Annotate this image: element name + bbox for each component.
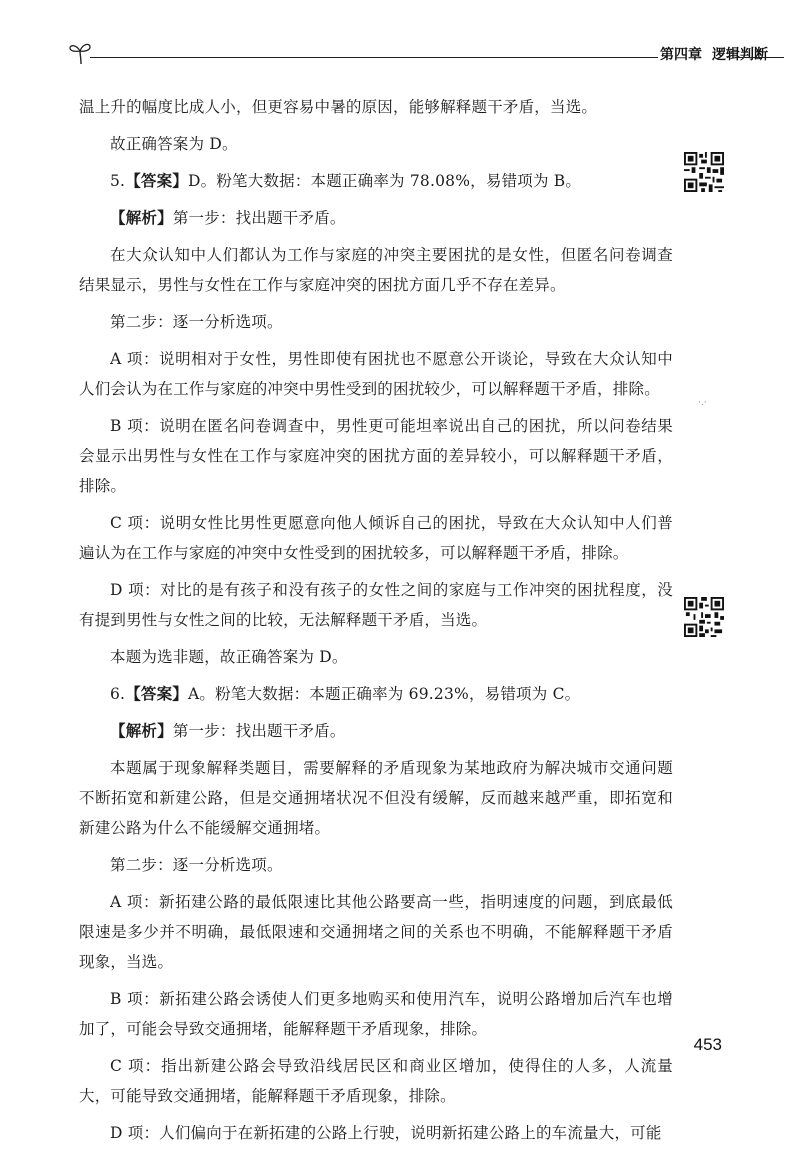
paragraph bbox=[79, 1118, 673, 1148]
paragraph-text: 第一步：找出题干矛盾。 bbox=[172, 722, 346, 740]
paragraph bbox=[79, 642, 673, 672]
paragraph bbox=[79, 850, 673, 880]
paragraph-text: A 项：说明相对于女性，男性即使有困扰也不愿意公开谈论，导致在大众认知中人们会认为在工作与家庭的冲突中男性受到的困扰较少，可以解释题干矛盾，排除。 bbox=[79, 350, 673, 398]
paragraph-text: A 项：新拓建公路的最低限速比其他公路要高一些，指明速度的问题，到底最低限速是多少并不明确，最低限速和交通拥堵之间的关系也不明确，不能解释题干矛盾现象，当选。 bbox=[79, 893, 673, 971]
paragraph bbox=[79, 716, 673, 746]
paragraph-text: D 项：对比的是有孩子和没有孩子的女性之间的家庭与工作冲突的困扰程度，没有提到男性与女性之间的比较，无法解释题干矛盾，当选。 bbox=[79, 581, 673, 629]
paragraph-text: B 项：新拓建公路会诱使人们更多地购买和使用汽车，说明公路增加后汽车也增加了，可能会导致交通拥堵，能解释题干矛盾现象，排除。 bbox=[79, 990, 673, 1038]
paragraph bbox=[79, 203, 673, 233]
paragraph bbox=[79, 166, 673, 196]
paragraph bbox=[79, 508, 673, 568]
item-number: 5. bbox=[110, 172, 126, 190]
paragraph bbox=[79, 344, 673, 404]
paragraph-text: 故正确答案为 D。 bbox=[110, 135, 238, 153]
paragraph-text: A。粉笔大数据：本题正确率为 69.23%，易错项为 C。 bbox=[188, 685, 581, 703]
scan-speck: ·.· bbox=[698, 398, 707, 408]
answer-label: 【解析】 bbox=[110, 209, 173, 227]
header-rule-right bbox=[736, 57, 784, 58]
paragraph-text: D 项：人们偏向于在新拓建的公路上行驶，说明新拓建公路上的车流量大，可能 bbox=[110, 1124, 662, 1142]
paragraph bbox=[79, 92, 673, 122]
answer-label: 【答案】 bbox=[125, 685, 189, 703]
sprout-icon bbox=[68, 40, 94, 66]
page-header bbox=[68, 40, 784, 66]
paragraph-text: 第一步：找出题干矛盾。 bbox=[172, 209, 346, 227]
paragraph-text: C 项：说明女性比男性更愿意向他人倾诉自己的困扰，导致在大众认知中人们普遍认为在工作与家庭的冲突中女性受到的困扰较多，可以解释题干矛盾，排除。 bbox=[79, 514, 673, 562]
paragraph-text: 本题属于现象解释类题目，需要解释的矛盾现象为某地政府为解决城市交通问题不断拓宽和新建公路，但是交通拥堵状况不但没有缓解，反而越来越严重，即拓宽和新建公路为什么不能缓解交通拥堵。 bbox=[79, 759, 673, 837]
answer-label: 【答案】 bbox=[125, 172, 189, 190]
paragraph bbox=[79, 307, 673, 337]
paragraph bbox=[79, 887, 673, 977]
paragraph bbox=[79, 984, 673, 1044]
paragraph-text: D。粉笔大数据：本题正确率为 78.08%，易错项为 B。 bbox=[188, 172, 582, 190]
qr-code-icon[interactable] bbox=[684, 597, 724, 637]
paragraph-text: B 项：说明在匿名问卷调查中，男性更可能坦率说出自己的困扰，所以问卷结果会显示出男性与女性在工作与家庭冲突的困扰方面的差异较小，可以解释题干矛盾，排除。 bbox=[79, 417, 673, 495]
paragraph bbox=[79, 753, 673, 843]
chapter-title: 第四章 逻辑判断 bbox=[660, 47, 768, 63]
paragraph bbox=[79, 575, 673, 635]
page-body bbox=[79, 92, 673, 1155]
qr-code-icon[interactable] bbox=[684, 152, 724, 192]
paragraph-text: 第二步：逐一分析选项。 bbox=[110, 313, 283, 331]
paragraph-text: 本题为选非题，故正确答案为 D。 bbox=[110, 648, 348, 666]
paragraph bbox=[79, 679, 673, 709]
page-number: 453 bbox=[693, 1035, 722, 1054]
paragraph-text: C 项：指出新建公路会导致沿线居民区和商业区增加，使得住的人多，人流量大，可能导致交通拥堵，能解释题干矛盾现象，排除。 bbox=[79, 1057, 673, 1105]
paragraph bbox=[79, 1051, 673, 1111]
paragraph bbox=[79, 129, 673, 159]
paragraph-text: 温上升的幅度比成人小，但更容易中暑的原因，能够解释题干矛盾，当选。 bbox=[79, 98, 598, 116]
paragraph-text: 第二步：逐一分析选项。 bbox=[110, 856, 283, 874]
paragraph bbox=[79, 240, 673, 300]
paragraph bbox=[79, 411, 673, 501]
paragraph-text: 在大众认知中人们都认为工作与家庭的冲突主要困扰的是女性，但匿名问卷调查结果显示，男性与女性在工作与家庭冲突的困扰方面几乎不存在差异。 bbox=[79, 246, 673, 294]
item-number: 6. bbox=[110, 685, 126, 703]
header-rule-left bbox=[90, 57, 658, 58]
answer-label: 【解析】 bbox=[110, 722, 173, 740]
